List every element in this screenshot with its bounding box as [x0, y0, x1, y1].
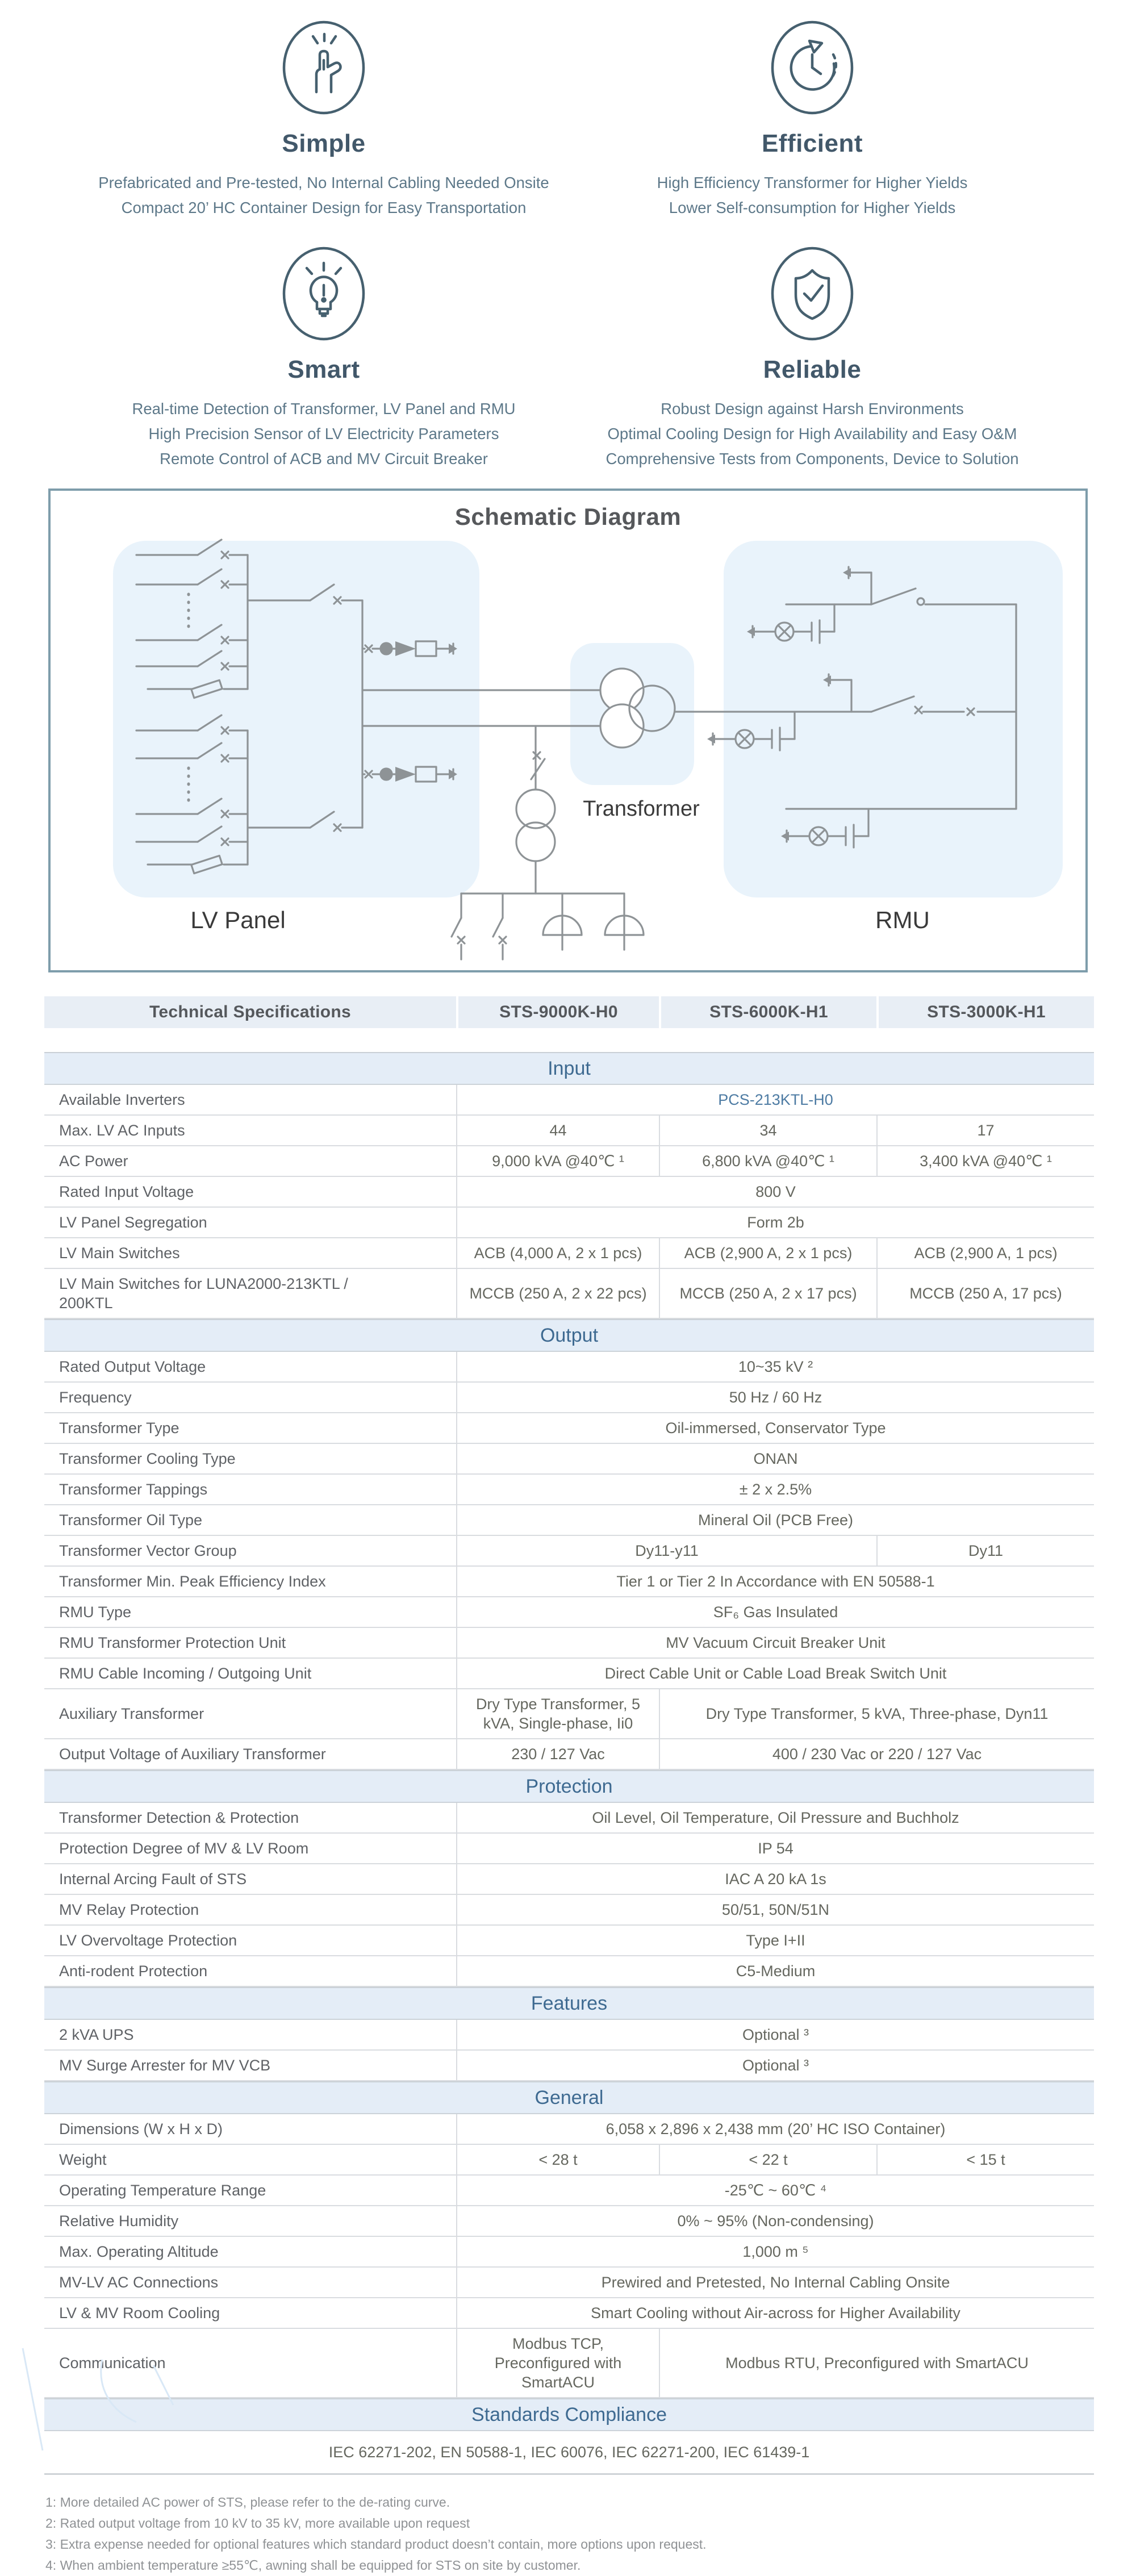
spec-value: ACB (2,900 A, 2 x 1 pcs) — [659, 1238, 876, 1268]
feature-grid — [80, 19, 1056, 471]
spec-row-lv-main-switches — [44, 1238, 1094, 1269]
feature-title: Smart — [287, 356, 360, 383]
spec-row-mv-surge-arrester-for-mv-vcb — [44, 2051, 1094, 2081]
spec-label: Frequency — [59, 1389, 132, 1406]
footnote: 4: When ambient temperature ≥55℃, awning shall be equipped for STS on site by customer. — [45, 2558, 581, 2573]
spec-value: 9,000 kVA @40℃ ¹ — [456, 1146, 659, 1176]
spec-value: Oil Level, Oil Temperature, Oil Pressure and Buchholz — [456, 1803, 1094, 1832]
spec-row-max-operating-altitude — [44, 2237, 1094, 2268]
spec-label: LV Main Switches — [59, 1245, 180, 1262]
spec-label: LV Main Switches for LUNA2000-213KTL / 200KTL — [59, 1275, 348, 1312]
lv-panel-zone — [113, 541, 479, 897]
spec-label: Transformer Min. Peak Efficiency Index — [59, 1573, 326, 1590]
spec-row-transformer-tappings — [44, 1475, 1094, 1505]
spec-row-protection-degree-of-mv-lv-room — [44, 1834, 1094, 1864]
spec-label: Available Inverters — [59, 1091, 185, 1108]
spec-row-communication — [44, 2329, 1094, 2398]
spec-label: MV Surge Arrester for MV VCB — [59, 2057, 271, 2074]
spec-row-rmu-transformer-protection-unit — [44, 1628, 1094, 1659]
single-line-circuit — [51, 491, 1085, 970]
feature-reliable — [568, 245, 1056, 471]
feature-line: Robust Design against Harsh Environments — [661, 400, 964, 417]
spec-value: -25℃ ~ 60℃ ⁴ — [456, 2176, 1094, 2205]
spec-value: 230 / 127 Vac — [456, 1739, 659, 1769]
spec-label: RMU Transformer Protection Unit — [59, 1634, 286, 1651]
feature-line: Optimal Cooling Design for High Availability and Easy O&M — [607, 425, 1017, 442]
spec-value: 34 — [659, 1116, 876, 1145]
spec-value: Oil-immersed, Conservator Type — [456, 1413, 1094, 1443]
spec-value: MCCB (250 A, 2 x 22 pcs) — [456, 1269, 659, 1318]
spec-value: < 28 t — [456, 2145, 659, 2174]
schematic-title: Schematic Diagram — [454, 503, 682, 530]
spec-table-body — [44, 1052, 1094, 2475]
spec-value: 6,800 kVA @40℃ ¹ — [659, 1146, 876, 1176]
spec-row-available-inverters — [44, 1085, 1094, 1116]
feature-title: Simple — [282, 130, 366, 157]
footnote: 3: Extra expense needed for optional features which standard product doesn’t contain, more options upon request. — [45, 2537, 707, 2552]
feature-line: Remote Control of ACB and MV Circuit Breaker — [160, 450, 488, 467]
spec-row-ac-power — [44, 1146, 1094, 1177]
spec-value: Dy11-y11 — [456, 1536, 876, 1565]
spec-label: 2 kVA UPS — [59, 2026, 134, 2043]
spec-row-lv-mv-room-cooling — [44, 2298, 1094, 2329]
spec-label: Relative Humidity — [59, 2212, 179, 2230]
spec-label: Rated Input Voltage — [59, 1183, 194, 1200]
spec-value: Modbus TCP, Preconfigured with SmartACU — [456, 2329, 659, 2397]
spec-label: Protection Degree of MV & LV Room — [59, 1840, 309, 1857]
spec-label: LV & MV Room Cooling — [59, 2304, 220, 2322]
spec-row-mv-lv-ac-connections — [44, 2268, 1094, 2298]
lv-panel-label: LV Panel — [190, 907, 286, 933]
spec-value: Optional ³ — [456, 2051, 1094, 2080]
spec-value: C5-Medium — [456, 1956, 1094, 1986]
transformer-label: Transformer — [583, 797, 700, 821]
spec-value: Dry Type Transformer, 5 kVA, Single-phase, Ii0 — [456, 1689, 659, 1738]
spec-label: Internal Arcing Fault of STS — [59, 1871, 247, 1888]
spec-row-lv-main-switches-for-luna2000-213ktl-200ktl — [44, 1269, 1094, 1319]
spec-value: ONAN — [456, 1444, 1094, 1473]
spec-value: Mineral Oil (PCB Free) — [456, 1505, 1094, 1535]
spec-value: Dy11 — [876, 1536, 1094, 1565]
spec-row-anti-rodent-protection — [44, 1956, 1094, 1987]
rmu-zone — [724, 541, 1063, 897]
feature-description — [98, 170, 549, 220]
footnote: 2: Rated output voltage from 10 kV to 35 kV, more available upon request — [45, 2516, 470, 2531]
spec-value: ± 2 x 2.5% — [456, 1475, 1094, 1504]
spec-label: Transformer Oil Type — [59, 1512, 203, 1529]
spec-value: Direct Cable Unit or Cable Load Break Switch Unit — [456, 1659, 1094, 1688]
spec-label: Transformer Detection & Protection — [59, 1809, 299, 1826]
feature-description — [132, 396, 515, 471]
feature-line: Lower Self-consumption for Higher Yields — [669, 199, 956, 216]
feature-smart — [80, 245, 568, 471]
spec-value: Smart Cooling without Air-across for Higher Availability — [456, 2298, 1094, 2328]
spec-value: 50/51, 50N/51N — [456, 1895, 1094, 1924]
spec-value: Optional ³ — [456, 2020, 1094, 2049]
spec-label: Max. LV AC Inputs — [59, 1122, 185, 1139]
spec-value: 6,058 x 2,896 x 2,438 mm (20’ HC ISO Container) — [456, 2114, 1094, 2144]
spec-value: MCCB (250 A, 2 x 17 pcs) — [659, 1269, 876, 1318]
spec-value: < 15 t — [876, 2145, 1094, 2174]
footnotes — [45, 2492, 1136, 2576]
spec-row-rmu-cable-incoming-outgoing-unit — [44, 1659, 1094, 1689]
spec-row-2-kva-ups — [44, 2020, 1094, 2051]
spec-row-transformer-oil-type — [44, 1505, 1094, 1536]
spec-label: LV Overvoltage Protection — [59, 1932, 237, 1949]
snap-finger-icon — [281, 19, 366, 116]
spec-value: IP 54 — [456, 1834, 1094, 1863]
spec-label: Weight — [59, 2151, 107, 2168]
spec-row-rmu-type — [44, 1597, 1094, 1628]
spec-row-transformer-cooling-type — [44, 1444, 1094, 1475]
spec-row-rated-input-voltage — [44, 1177, 1094, 1208]
spec-row-max-lv-ac-inputs — [44, 1116, 1094, 1146]
efficiency-clock-icon — [770, 19, 855, 116]
shield-check-icon — [770, 245, 855, 342]
spec-label: Auxiliary Transformer — [59, 1705, 204, 1722]
spec-row-transformer-min-peak-efficiency-index — [44, 1567, 1094, 1597]
spec-row-frequency — [44, 1383, 1094, 1413]
spec-row-transformer-vector-group — [44, 1536, 1094, 1567]
spec-table-gap — [44, 1028, 1094, 1052]
feature-line: High Efficiency Transformer for Higher Yields — [657, 174, 968, 191]
feature-description — [605, 396, 1018, 471]
spec-label: MV-LV AC Connections — [59, 2274, 219, 2291]
section-band-input: Input — [44, 1052, 1094, 1085]
section-band-output: Output — [44, 1319, 1094, 1352]
feature-line: Real-time Detection of Transformer, LV Panel and RMU — [132, 400, 516, 417]
spec-value: SF₆ Gas Insulated — [456, 1597, 1094, 1627]
spec-row-internal-arcing-fault-of-sts — [44, 1864, 1094, 1895]
spec-value: MCCB (250 A, 17 pcs) — [876, 1269, 1094, 1318]
spec-value: 1,000 m ⁵ — [456, 2237, 1094, 2266]
spec-row-mv-relay-protection — [44, 1895, 1094, 1926]
spec-row-output-voltage-of-auxiliary-transformer — [44, 1739, 1094, 1770]
spec-value: Dry Type Transformer, 5 kVA, Three-phase, Dyn11 — [659, 1689, 1094, 1738]
spec-label: Transformer Type — [59, 1419, 179, 1437]
spec-label: Transformer Tappings — [59, 1481, 208, 1498]
feature-line: Compact 20’ HC Container Design for Easy Transportation — [121, 199, 527, 216]
spec-value: 400 / 230 Vac or 220 / 127 Vac — [659, 1739, 1094, 1769]
spec-label: Max. Operating Altitude — [59, 2243, 219, 2260]
section-band-protection: Protection — [44, 1770, 1094, 1803]
spec-row-rated-output-voltage — [44, 1352, 1094, 1383]
spec-row-weight — [44, 2145, 1094, 2176]
schematic-diagram — [48, 489, 1088, 972]
spec-label: AC Power — [59, 1153, 128, 1170]
spec-row-auxiliary-transformer — [44, 1689, 1094, 1739]
spec-label: Communication — [59, 2354, 166, 2372]
spec-row-operating-temperature-range — [44, 2176, 1094, 2206]
smart-bulb-icon — [281, 245, 366, 342]
spec-value: MV Vacuum Circuit Breaker Unit — [456, 1628, 1094, 1658]
spec-label: RMU Cable Incoming / Outgoing Unit — [59, 1665, 312, 1682]
spec-value: 50 Hz / 60 Hz — [456, 1383, 1094, 1412]
spec-value: 0% ~ 95% (Non-condensing) — [456, 2206, 1094, 2236]
spec-value: ACB (4,000 A, 2 x 1 pcs) — [456, 1238, 659, 1268]
spec-header-model-sts-9000k-h0: STS-9000K-H0 — [456, 996, 659, 1028]
feature-title: Reliable — [763, 356, 862, 383]
spec-value: 3,400 kVA @40℃ ¹ — [876, 1146, 1094, 1176]
sts-datasheet-page — [0, 19, 1136, 2573]
spec-header-model-sts-3000k-h1: STS-3000K-H1 — [876, 996, 1094, 1028]
spec-value: IAC A 20 kA 1s — [456, 1864, 1094, 1894]
feature-line: Comprehensive Tests from Components, Device to Solution — [605, 450, 1019, 467]
spec-table — [44, 996, 1094, 2475]
spec-label: RMU Type — [59, 1604, 132, 1621]
section-band-general: General — [44, 2081, 1094, 2114]
spec-value: 17 — [876, 1116, 1094, 1145]
spec-label: MV Relay Protection — [59, 1901, 199, 1918]
spec-value: Prewired and Pretested, No Internal Cabling Onsite — [456, 2268, 1094, 2297]
spec-label: Anti-rodent Protection — [59, 1963, 208, 1980]
spec-row-dimensions-w-x-h-x-d — [44, 2114, 1094, 2145]
section-band-features: Features — [44, 1987, 1094, 2020]
spec-value: < 22 t — [659, 2145, 876, 2174]
spec-header-title: Technical Specifications — [44, 996, 456, 1028]
spec-value: 800 V — [456, 1177, 1094, 1206]
spec-label: Rated Output Voltage — [59, 1358, 206, 1375]
spec-value: Form 2b — [456, 1208, 1094, 1237]
spec-value: Tier 1 or Tier 2 In Accordance with EN 50588-1 — [456, 1567, 1094, 1596]
spec-label: Dimensions (W x H x D) — [59, 2120, 223, 2137]
spec-row-standards-compliance — [44, 2431, 1094, 2475]
spec-value: IEC 62271-202, EN 50588-1, IEC 60076, IEC 62271-200, IEC 61439-1 — [328, 2444, 810, 2461]
spec-label: Transformer Vector Group — [59, 1542, 237, 1559]
spec-value: 10~35 kV ² — [456, 1352, 1094, 1381]
spec-header-model-sts-6000k-h1: STS-6000K-H1 — [659, 996, 876, 1028]
spec-value: Type I+II — [456, 1926, 1094, 1955]
feature-line: High Precision Sensor of LV Electricity Parameters — [148, 425, 499, 442]
spec-value: PCS-213KTL-H0 — [456, 1085, 1094, 1114]
spec-row-relative-humidity — [44, 2206, 1094, 2237]
spec-row-lv-overvoltage-protection — [44, 1926, 1094, 1956]
spec-label: Operating Temperature Range — [59, 2182, 266, 2199]
spec-value: ACB (2,900 A, 1 pcs) — [876, 1238, 1094, 1268]
feature-simple — [80, 19, 568, 220]
feature-efficient — [568, 19, 1056, 220]
feature-line: Prefabricated and Pre-tested, No Internal Cabling Needed Onsite — [98, 174, 549, 191]
feature-description — [657, 170, 968, 220]
feature-title: Efficient — [761, 130, 863, 157]
rmu-label: RMU — [875, 907, 930, 933]
footnote: 1: More detailed AC power of STS, please refer to the de-rating curve. — [45, 2495, 450, 2510]
spec-row-transformer-detection-protection — [44, 1803, 1094, 1834]
spec-row-transformer-type — [44, 1413, 1094, 1444]
spec-value: 44 — [456, 1116, 659, 1145]
spec-row-lv-panel-segregation — [44, 1208, 1094, 1238]
spec-label: Transformer Cooling Type — [59, 1450, 236, 1467]
section-band-standards-compliance: Standards Compliance — [44, 2398, 1094, 2431]
spec-label: LV Panel Segregation — [59, 1214, 207, 1231]
spec-table-header — [44, 996, 1094, 1028]
spec-label: Output Voltage of Auxiliary Transformer — [59, 1746, 326, 1763]
spec-value: Modbus RTU, Preconfigured with SmartACU — [659, 2329, 1094, 2397]
